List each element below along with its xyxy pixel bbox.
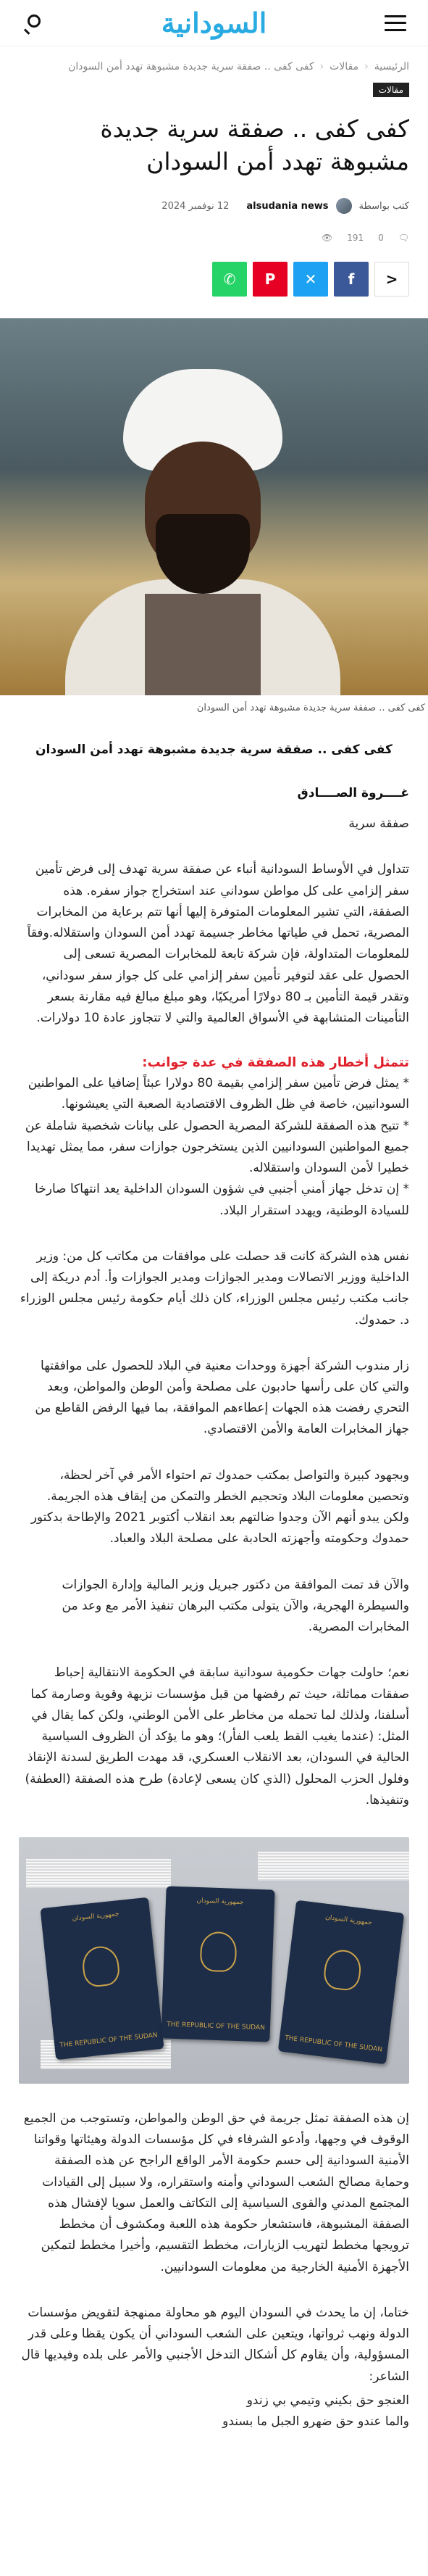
danger-heading: تتمثل أخطار هذه الصفقة في عدة جوانب: (142, 1055, 409, 1071)
paragraph-5: والآن قد تمت الموافقة من دكتور جبريل وزير المالية وإدارة الجوازات والسيطرة الهجرية، والآن يتولى مكتب البرهان تنفيذ الأمر مع وعد من المخابرات المصرية. (62, 1577, 409, 1635)
share-icon[interactable]: < (374, 262, 409, 297)
author-name[interactable]: alsudania news (246, 200, 329, 212)
breadcrumb-separator: ‹ (319, 61, 324, 73)
paragraph-2: نفس هذه الشركة كانت قد حصلت على موافقات من مكاتب كل من: وزير الداخلية ووزير الاتصالات ومدير الجوازات ومدير الجوازات وأ. أدم دريكة إلى جانب مكتب رئيس مجلس الوزراء، كان ذلك أيام حكومة رئيس مجلس الوزراء د. حمدوك. (20, 1248, 409, 1328)
passport-text-en: THE REPUBLIC OF THE SUDAN (167, 2021, 265, 2032)
passport-text-ar: جمهورية السودان (324, 1913, 373, 1927)
passport-text-ar: جمهورية السودان (196, 1897, 244, 1907)
paragraph-7: إن هذه الصفقة تمثل جريمة في حق الوطن والمواطن، وتستوجب من الجميع الوقوف في وجهها، وأدعو الشرفاء في كل مؤسسات الدولة وهيئاتها وقواتنا الأمنية السودانية إلى حسم حكومة الأمر الواقع الراجح عن هذه الصفقة وحماية مصالح الشعب السوداني وأمنه واستقراره، ولا سبيل إلى القيادات المجتمع المدني والقوى السياسية إلى التكاتف والعمل سويا لإفشال هذه الصفقة المشبوهة، فاستشعار حكومة هذه اللعبة ومكشوف أن مخطط ترويجها مخطط لتهريب الزيارات، مخطط التقسيم، وأخيرا مخطط لتمكين الأجهزة الأمنية الخارجية من معلومات السودانيين. (23, 2111, 409, 2274)
breadcrumb-home[interactable]: الرئيسية (374, 61, 409, 73)
list-item: * تتيح هذه الصفقة للشركة المصرية الحصول على بيانات شخصية شاملة عن جميع المواطنين السودانيين الذين يستخرجون جوازات سفر، مما يمثل تهديدا خطيرا لأمن السودان واستقلاله. (25, 1118, 409, 1176)
breadcrumb-current: كفى كفى .. صفقة سرية جديدة مشبوهة تهدد أمن السودان (68, 61, 314, 73)
breadcrumb-separator: ‹ (364, 61, 369, 73)
paragraph-4: وبجهود كبيرة والتواصل بمكتب حمدوك تم احتواء الأمر في آخر لحظة، وتحصين معلومات البلاد وتحجيم الخطر والتمكن من إيقاف هذه الجريمة. ولكن يبدو أنهم الآن وجدوا ضالتهم بعد انقلاب أكتوبر 2021 والإطاحة بدكتور حمدوك وحكومته وأجهزته الحادبة على مصلحة البلاد والعباد. (30, 1467, 409, 1546)
article-lead: كفى كفى .. صفقة سرية جديدة مشبوهة تهدد أمن السودان (35, 742, 393, 758)
author-avatar[interactable] (336, 198, 352, 214)
author-label: كتب بواسطة (358, 200, 409, 212)
share-bar (19, 262, 409, 297)
eye-icon: 👁 (321, 233, 333, 244)
danger-list (19, 1073, 409, 1222)
top-bar (0, 0, 428, 46)
emblem-icon (322, 1948, 363, 1992)
article-title: كفى كفى .. صفقة سرية جديدة مشبوهة تهدد أمن السودان (100, 115, 409, 175)
hero-image (0, 318, 428, 695)
poem-line: العنجو حق بكيني وتيمي بي زندو (246, 2393, 409, 2408)
comments-count: 0 (378, 233, 384, 244)
passport-text-en: THE REPUBLIC OF THE SUDAN (284, 2034, 383, 2054)
emblem-icon (200, 1931, 238, 1973)
site-logo[interactable]: السودانية (161, 6, 267, 39)
article-stats (19, 233, 409, 243)
passport-text-ar: جمهورية السودان (72, 1910, 119, 1923)
article-body (0, 742, 428, 2461)
article-meta (19, 198, 409, 214)
menu-icon[interactable] (385, 15, 406, 31)
list-item: * يمثل فرض تأمين سفر إلزامي بقيمة 80 دولارا عبئاً إضافيا على المواطنين السودانيين، خاصة في ظل الظروف الاقتصادية الصعبة التي يعيشونها. (28, 1076, 409, 1112)
comments-icon[interactable]: 🗨 (398, 233, 409, 244)
whatsapp-share-button[interactable]: ✆ (212, 262, 247, 297)
article-subtitle: صفقة سرية (348, 816, 409, 832)
paragraph-1: تتداول في الأوساط السودانية أنباء عن صفقة سرية تهدف إلى فرض تأمين سفر إلزامي على كل مواطن سوداني عند استخراج جواز سفره. هذه الصفقة، التي تشير المعلومات المتوفرة إليها أنها تتم برعاية من المخابرات المصرية، تحمل في طياتها مخاطر جسيمة تهدد أمن السودان واستقلاله.وفقاً للمعلومات المتداولة، فإن شركة تابعة للمخابرات المصرية تسعى إلى الحصول على عقد لتوفير تأمين سفر إلزامي على كل جواز سفر سوداني، وتقدر قيمة التأمين بـ 80 دولارًا أمريكيًا، وهو مبلغ مبالغ فيه مقارنة بسعر التأمينات المتشابهة في الأسواق العالمية والتي لا تتجاوز عادة 10 دولارات. (27, 862, 409, 1025)
list-item: * إن تدخل جهاز أمني أجنبي في شؤون السودان الداخلية يعد انتهاكا صارخا للسيادة الوطنية، ويهدد استقرار البلاد. (35, 1182, 409, 1218)
paragraph-8: ختاما، إن ما يحدث في السودان اليوم هو محاولة ممنهجة لتقويض مؤسسات الدولة ونهب ثرواتها، ويتعين على الشعب السوداني أن يكون يقظا وعلى قدر المسؤولية، وأن يقاوم كل أشكال التدخل الأجنبي والأمر على بلده وفيديها قال الشاعر: (21, 2305, 409, 2384)
twitter-share-button[interactable]: ✕ (293, 262, 328, 297)
article-byline: غــــروة الصــــادق (297, 786, 409, 801)
breadcrumb (19, 61, 409, 73)
views-count: 191 (347, 233, 364, 244)
paragraph-6: نعم؛ حاولت جهات حكومية سودانية سابقة في الحكومة الانتقالية إحباط صفقات مماثلة، حيث تم رفضها من قبل مؤسسات نزيهة وقوية وصارمة كما أسلفنا، ولذلك لما تحمله من مخاطر على الأمن الوطني، ولكن كما يقال في المثل: (عندما يغيب القط يلعب الفأر)؛ وهو ما يؤكد أن الظروف السياسية الحالية في السودان، بعد الانقلاب العسكري، قد مهدت الطريق لسدنة الإنقاذ وفلول الحزب المحلول (الذي كان يسعى لإعادة) طرح هذه الصفقة (العطفة) وتنفيذها. (25, 1665, 409, 1807)
passport-text-en: THE REPUBLIC OF THE SUDAN (59, 2032, 158, 2050)
image-caption: كفى كفى .. صفقة سرية جديدة مشبوهة تهدد أمن السودان (196, 703, 425, 714)
bottom-spacer (19, 2432, 409, 2461)
facebook-share-button[interactable]: f (334, 262, 369, 297)
passports-photo (19, 1837, 409, 2084)
article-container (0, 61, 428, 297)
paragraph-3: زار مندوب الشركة أجهزة ووحدات معنية في البلاد للحصول على موافقتها والتي كان على رأسها حادبون على مصلحة وأمن الوطن والمواطن، وبعد التحري رفضت هذه الجهات إعطاءهم الموافقة، بما فيها الرفض القاطع من جهاز المخابرات العامة والأمن الاقتصادي. (35, 1358, 409, 1437)
breadcrumb-section[interactable]: مقالات (330, 61, 359, 73)
pinterest-share-button[interactable]: P (253, 262, 288, 297)
poem-line: والما عندو حق ضهرو الجبل ما بسندو (222, 2414, 409, 2429)
poem (19, 2390, 409, 2432)
search-icon[interactable] (22, 13, 42, 33)
emblem-icon (81, 1945, 121, 1988)
publish-date: 12 نوفمبر 2024 (161, 200, 230, 212)
category-badge[interactable]: مقالات (373, 83, 409, 97)
